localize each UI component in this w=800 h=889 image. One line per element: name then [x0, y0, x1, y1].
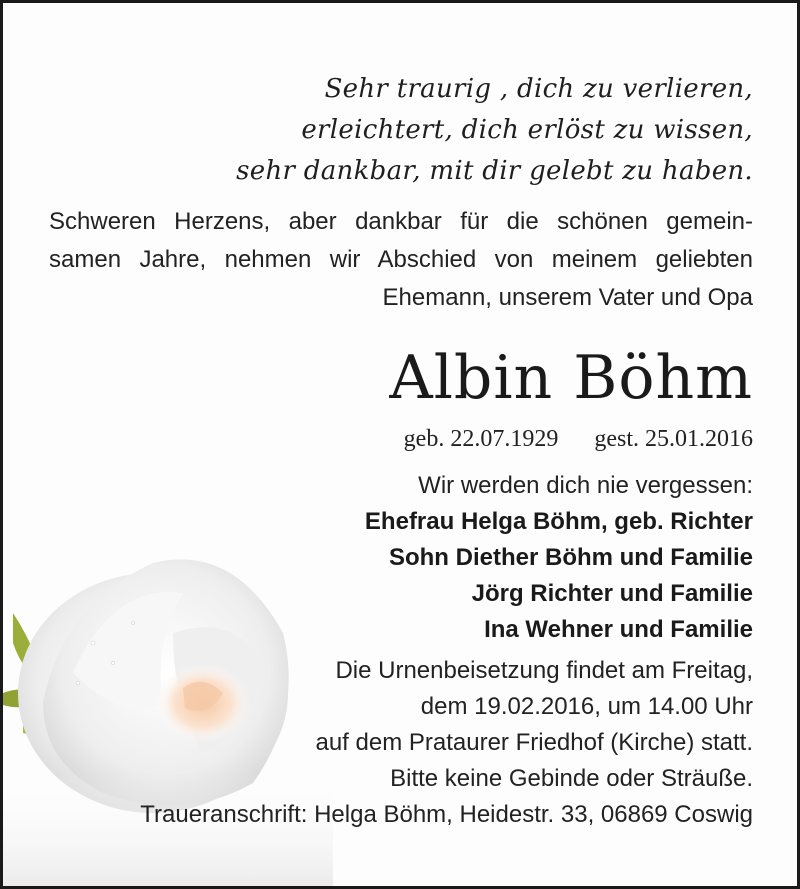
- funeral-notice: [140, 653, 753, 833]
- notice-line: dem 19.02.2016, um 14.00 Uhr: [420, 693, 753, 720]
- notice-line: Die Urnenbeisetzung findet am Freitag,: [335, 657, 753, 684]
- intro-line: Ehemann, unserem Vater und Opa: [382, 284, 753, 311]
- mourner: Sohn Diether Böhm und Familie: [388, 544, 753, 571]
- mourner: Ina Wehner und Familie: [484, 616, 753, 643]
- intro-line: Schweren Herzens, aber dankbar für die schönen gemein-: [49, 208, 753, 235]
- poem-line: erleichtert, dich erlöst zu wissen,: [301, 115, 753, 145]
- death-date: gest. 25.01.2016: [594, 426, 753, 452]
- life-dates: [404, 423, 753, 455]
- mourner: Jörg Richter und Familie: [471, 580, 753, 607]
- intro-line: samen Jahre, nehmen wir Abschied von meinem geliebten: [49, 246, 753, 273]
- poem-line: Sehr traurig , dich zu verlieren,: [324, 74, 753, 104]
- intro-text: [49, 203, 753, 317]
- mourning-address: Traueranschrift: Helga Böhm, Heidestr. 33, 06869 Coswig: [140, 801, 753, 828]
- notice-line: Bitte keine Gebinde oder Sträuße.: [390, 765, 753, 792]
- deceased-name: Albin Böhm: [389, 343, 753, 413]
- poem: [236, 69, 753, 192]
- mourners-heading: Wir werden dich nie vergessen:: [418, 472, 753, 499]
- birth-date: geb. 22.07.1929: [403, 426, 559, 452]
- mourners-list: [365, 468, 753, 648]
- notice-line: auf dem Prataurer Friedhof (Kirche) statt.: [315, 729, 753, 756]
- poem-line: sehr dankbar, mit dir gelebt zu haben.: [236, 156, 753, 186]
- mourner: Ehefrau Helga Böhm, geb. Richter: [364, 508, 753, 535]
